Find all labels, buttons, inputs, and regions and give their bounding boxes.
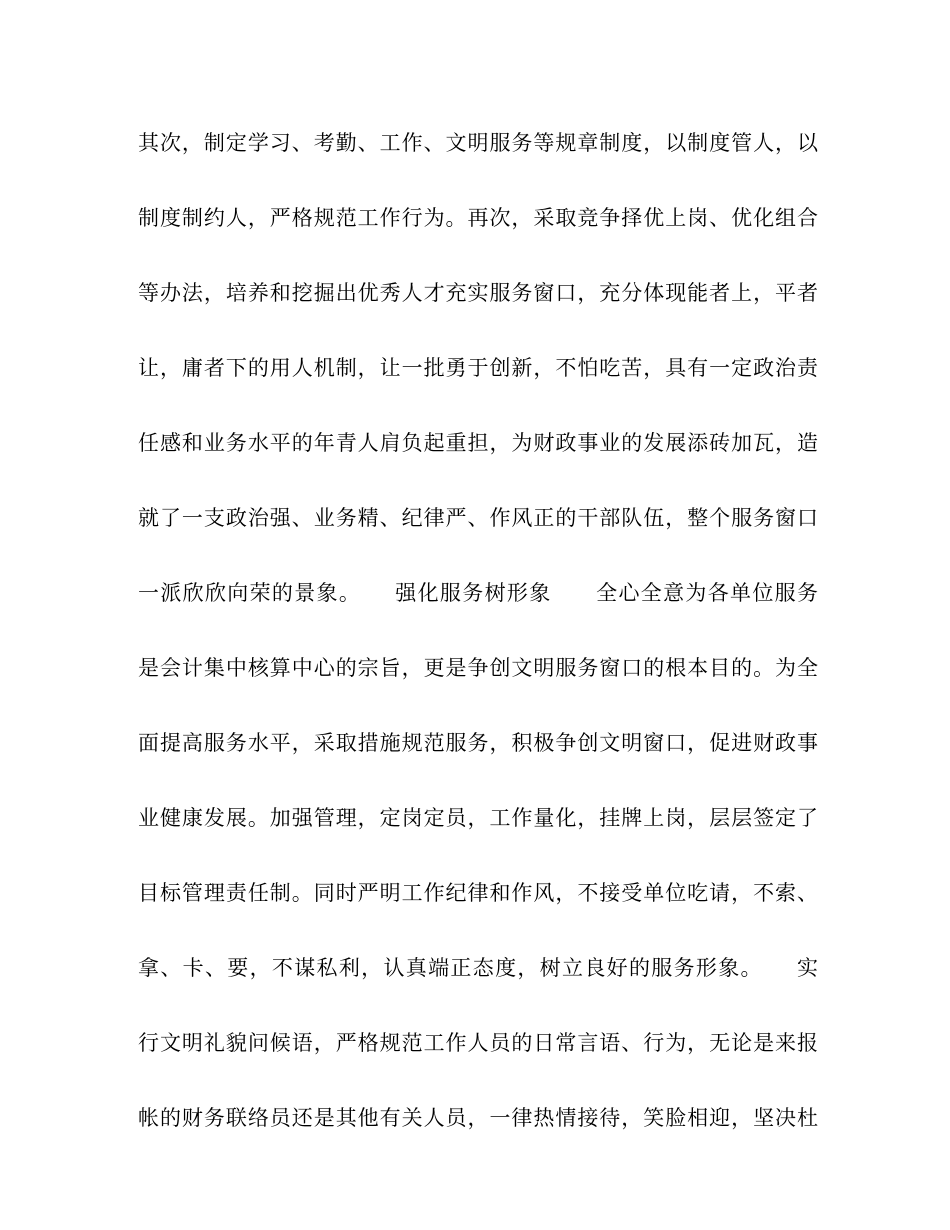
text-line: 等办法，培养和挖掘出优秀人才充实服务窗口，充分体现能者上，平者 xyxy=(138,281,818,305)
text-line: 一派欣欣向荣的景象。 强化服务树形象 全心全意为各单位服务 xyxy=(138,581,818,605)
text-line: 目标管理责任制。同时严明工作纪律和作风，不接受单位吃请，不索、 xyxy=(138,881,818,905)
text-line: 任感和业务水平的年青人肩负起重担，为财政事业的发展添砖加瓦，造 xyxy=(138,431,818,455)
text-line: 是会计集中核算中心的宗旨，更是争创文明服务窗口的根本目的。为全 xyxy=(138,656,818,680)
text-line: 拿、卡、要，不谋私利，认真端正态度，树立良好的服务形象。 实 xyxy=(138,956,818,980)
text-line: 其次，制定学习、考勤、工作、文明服务等规章制度，以制度管人，以 xyxy=(138,131,818,155)
text-line: 业健康发展。加强管理，定岗定员，工作量化，挂牌上岗，层层签定了 xyxy=(138,806,818,830)
text-line: 面提高服务水平，采取措施规范服务，积极争创文明窗口，促进财政事 xyxy=(138,731,818,755)
text-line: 让，庸者下的用人机制，让一批勇于创新，不怕吃苦，具有一定政治责 xyxy=(138,356,818,380)
text-line: 帐的财务联络员还是其他有关人员，一律热情接待，笑脸相迎，坚决杜 xyxy=(138,1106,818,1130)
text-line: 行文明礼貌问候语，严格规范工作人员的日常言语、行为，无论是来报 xyxy=(138,1031,818,1055)
text-line: 制度制约人，严格规范工作行为。再次，采取竞争择优上岗、优化组合 xyxy=(138,206,818,230)
text-line: 就了一支政治强、业务精、纪律严、作风正的干部队伍，整个服务窗口 xyxy=(138,506,818,530)
